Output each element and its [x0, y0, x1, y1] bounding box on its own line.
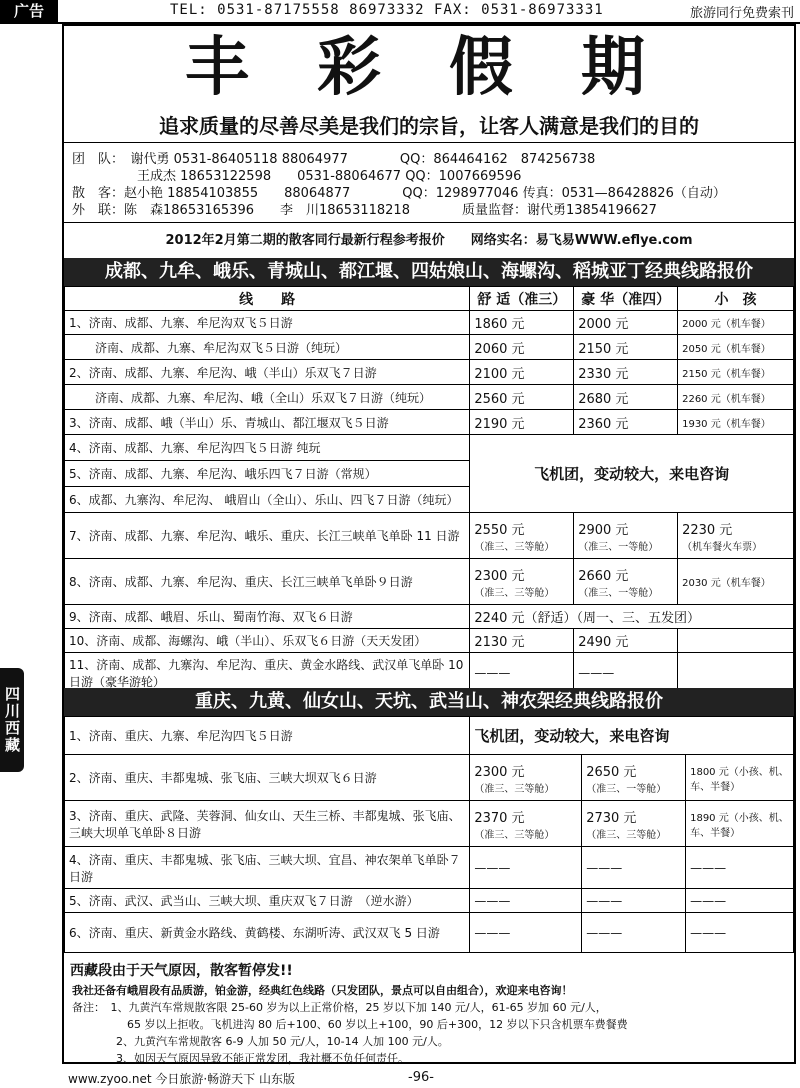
table-row [65, 385, 794, 410]
route-cell: 6、济南、重庆、新黄金水路线、黄鹤楼、东湖听涛、武汉双飞 5 日游 [65, 913, 470, 953]
ad-tag: 广告 [0, 0, 58, 22]
price-cell: ——— [470, 653, 574, 693]
route-cell: 6、成都、九寨沟、牟尼沟、 峨眉山（全山）、乐山、四飞７日游（纯玩） [65, 487, 470, 513]
price-cell: 2680 元 [574, 385, 678, 410]
price-cell: 2150 元（机车餐） [678, 360, 794, 385]
price-cell: 2650 元 [586, 764, 637, 780]
route-cell: 11、济南、成都、九寨沟、牟尼沟、重庆、黄金水路线、武汉单飞单卧 10 日游（豪华游轮） [65, 653, 470, 693]
table-row [65, 653, 794, 693]
header-child: 小 孩 [678, 287, 794, 311]
route-cell: 济南、成都、九寨、牟尼沟双飞５日游（纯玩） [65, 335, 470, 360]
price-cell: 1860 元 [470, 311, 574, 335]
route-cell: 2、济南、成都、九寨、牟尼沟、峨（半山）乐双飞７日游 [65, 360, 470, 385]
table-row [65, 410, 794, 435]
table-row [65, 311, 794, 335]
table-row [65, 629, 794, 653]
route-cell: 3、济南、重庆、武隆、芙蓉洞、仙女山、天生三桥、丰都鬼城、张飞庙、三峡大坝单飞单卧８日游 [65, 801, 470, 847]
price-cell: 2100 元 [470, 360, 574, 385]
price-note: （准三、三等舱） [474, 783, 555, 795]
notes [72, 982, 628, 1067]
price-cell: 2000 元 [574, 311, 678, 335]
price-note: （准三、一等舱） [578, 587, 659, 599]
table-row [65, 755, 794, 801]
header-route: 线 路 [65, 287, 470, 311]
tibet-notice: 西藏段由于天气原因，散客暂停发!! [70, 963, 293, 979]
price-cell: 2300 元 [474, 764, 525, 780]
price-cell: ——— [582, 889, 686, 913]
price-note: （准三、三等舱） [474, 829, 555, 841]
index-tag: 旅游同行免费索刊 [689, 6, 794, 21]
price-cell: 2900 元 [578, 522, 629, 538]
table-row [65, 360, 794, 385]
subhead: 2012年2月第二期的散客同行最新行程参考报价 网络实名：易飞易WWW.eflye.com [165, 233, 693, 248]
price-note: （准三、三等舱） [474, 541, 555, 553]
price-cell: 1800 元（小孩、机、车、半餐） [686, 755, 794, 801]
route-cell: 10、济南、成都、海螺沟、峨（半山）、乐双飞６日游（天天发团） [65, 629, 470, 653]
table-row [65, 513, 794, 559]
price-cell: ——— [582, 847, 686, 889]
note-line: 备注： 1、九黄汽车常规散客限 25-60 岁为以上正常价格，25 岁以下加 140 元/人，61-65 岁加 60 元/人， [72, 1001, 607, 1014]
price-cell: ——— [574, 653, 678, 693]
price-note: （准三、一等舱） [586, 783, 667, 795]
price-note: （准三、一等舱） [578, 541, 659, 553]
route-cell: 7、济南、成都、九寨、牟尼沟、峨乐、重庆、长江三峡单飞单卧 11 日游 [65, 513, 470, 559]
route-cell: 5、济南、武汉、武当山、三峡大坝、重庆双飞７日游 （逆水游） [65, 889, 470, 913]
route-cell: 3、济南、成都、峨（半山）乐、青城山、都江堰双飞５日游 [65, 410, 470, 435]
price-note: （机车餐火车票） [682, 541, 763, 553]
price-cell: 2560 元 [470, 385, 574, 410]
price-cell: 1930 元（机车餐） [678, 410, 794, 435]
price-cell: 2000 元（机车餐） [678, 311, 794, 335]
price-cell: 2300 元 [474, 568, 525, 584]
note-line: 2、九黄汽车常规散客 6-9 人加 50 元/人，10-14 人加 100 元/人。 [72, 1035, 449, 1048]
price-cell: ——— [686, 913, 794, 953]
page-number: -96- [408, 1070, 434, 1085]
note-line: 3、如因天气原因导致不能正常发团，我社概不负任何责任。 [72, 1052, 409, 1065]
top-bar [0, 0, 800, 24]
price-cell: ——— [470, 847, 582, 889]
table-row [65, 913, 794, 953]
price-cell: 1890 元（小孩、机、车、半餐） [686, 801, 794, 847]
divider [62, 222, 796, 223]
note-line: 我社还备有峨眉段有品质游，铂金游，经典红色线路（只发团队，景点可以自由组合），欢迎来电咨询！ [72, 984, 573, 997]
table-row [65, 335, 794, 360]
table-row [65, 889, 794, 913]
route-cell: 5、济南、成都、九寨、牟尼沟、峨乐四飞７日游（常规） [65, 461, 470, 487]
contact-row: 团 队： 谢代勇 0531-86405118 88064977 QQ：864464162 874256738 [72, 152, 596, 167]
route-cell: 9、济南、成都、峨眉、乐山、蜀南竹海、双飞６日游 [65, 605, 470, 629]
price-cell: 2550 元 [474, 522, 525, 538]
price-cell: 2260 元（机车餐） [678, 385, 794, 410]
header-comfort: 舒 适（准三） [470, 287, 574, 311]
price-table-sichuan [64, 286, 794, 693]
price-cell: 2660 元 [578, 568, 629, 584]
price-cell: 2150 元 [574, 335, 678, 360]
merged-note: 飞机团，变动较大，来电咨询 [470, 435, 794, 513]
price-cell: 2240 元（舒适）（周一、三、五发团） [470, 605, 794, 629]
contact-row: 散 客：赵小艳 18854103855 88064877 QQ：1298977046 传真：0531—86428826（自动） [72, 186, 726, 201]
price-cell: ——— [470, 889, 582, 913]
price-cell: ——— [686, 889, 794, 913]
page-title: 丰彩假期 [185, 30, 713, 105]
table-row [65, 559, 794, 605]
slogan: 追求质量的尽善尽美是我们的宗旨，让客人满意是我们的目的 [159, 114, 699, 138]
section-bar-sichuan: 成都、九牟、峨乐、青城山、都江堰、四姑娘山、海螺沟、稻城亚丁经典线路报价 [64, 258, 794, 286]
price-cell: 2060 元 [470, 335, 574, 360]
price-cell: 2490 元 [574, 629, 678, 653]
note-line: 65 岁以上拒收。飞机进沟 80 后+100、60 岁以上+100，90 后+300，12 岁以下只含机票车费餐费 [72, 1018, 628, 1031]
price-cell: 2230 元 [682, 522, 733, 538]
table-row [65, 801, 794, 847]
contact-row: 王成杰 18653122598 0531-88064677 QQ：1007669596 [72, 169, 522, 184]
contact-row: 外 联：陈 森18653165396 李 川18653118218 质量监督：谢代勇13854196627 [72, 203, 657, 218]
route-cell: 1、济南、成都、九寨、牟尼沟双飞５日游 [65, 311, 470, 335]
price-cell: 2030 元（机车餐） [678, 559, 794, 605]
table-row [65, 435, 794, 461]
divider [62, 142, 796, 143]
price-cell: ——— [470, 913, 582, 953]
price-cell: 2360 元 [574, 410, 678, 435]
price-note: （准三、三等舱） [474, 587, 555, 599]
price-cell: 2330 元 [574, 360, 678, 385]
price-cell: ——— [582, 913, 686, 953]
price-note: （准三、三等舱） [586, 829, 667, 841]
price-cell: 2050 元（机车餐） [678, 335, 794, 360]
route-cell: 8、济南、成都、九寨、牟尼沟、重庆、长江三峡单飞单卧９日游 [65, 559, 470, 605]
header-tel: TEL: 0531-87175558 86973332 FAX: 0531-86973331 [170, 2, 604, 18]
side-tab: 四川西藏 [0, 668, 24, 772]
table-row [65, 605, 794, 629]
section-bar-chongqing: 重庆、九黄、仙女山、天坑、武当山、神农架经典线路报价 [64, 688, 794, 716]
route-cell: 1、济南、重庆、九寨、牟尼沟四飞５日游 [65, 717, 470, 755]
route-cell: 2、济南、重庆、丰都鬼城、张飞庙、三峡大坝双飞６日游 [65, 755, 470, 801]
route-cell: 4、济南、成都、九寨、牟尼沟四飞５日游 纯玩 [65, 435, 470, 461]
route-cell: 4、济南、重庆、丰都鬼城、张飞庙、三峡大坝、宜昌、神农架单飞单卧７日游 [65, 847, 470, 889]
table-row [65, 847, 794, 889]
route-cell: 济南、成都、九寨、牟尼沟、峨（全山）乐双飞７日游（纯玩） [65, 385, 470, 410]
header-luxury: 豪 华（准四） [574, 287, 678, 311]
price-cell: 2730 元 [586, 810, 637, 826]
price-cell: 2370 元 [474, 810, 525, 826]
price-cell: 2130 元 [470, 629, 574, 653]
table-row [65, 717, 794, 755]
price-cell: ——— [686, 847, 794, 889]
price-cell: 2190 元 [470, 410, 574, 435]
footer-url: www.zyoo.net 今日旅游·畅游天下 山东版 [68, 1072, 295, 1086]
price-table-chongqing [64, 716, 794, 953]
merged-note: 飞机团，变动较大，来电咨询 [470, 717, 794, 755]
